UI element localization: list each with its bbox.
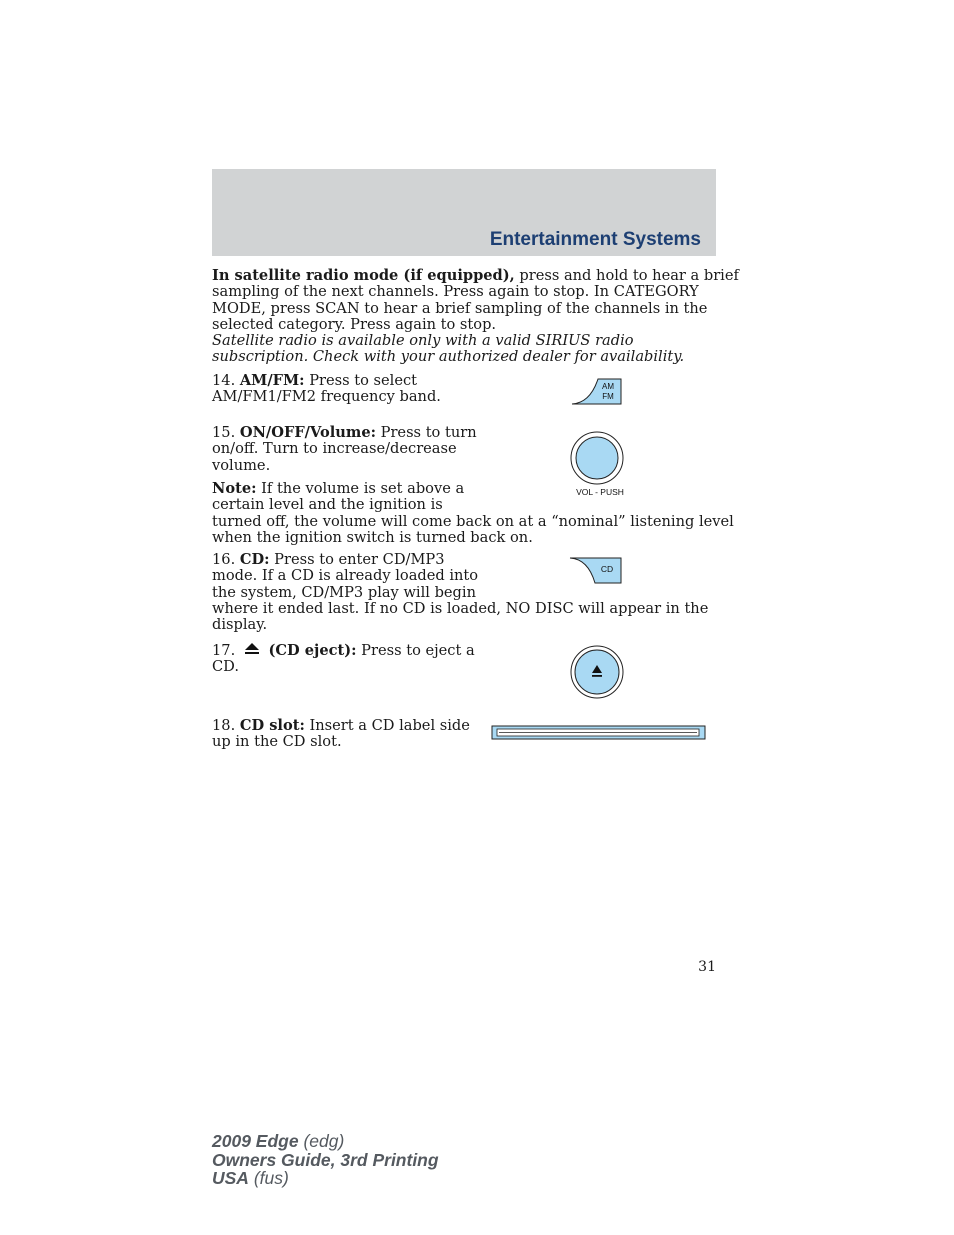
eject-button-figure xyxy=(569,645,625,701)
item-cd xyxy=(212,552,708,633)
am-fm-button-figure xyxy=(570,377,624,407)
cd-button-figure xyxy=(568,556,626,586)
item-text: where it ended last. If no CD is loaded, NO DISC will appear in the xyxy=(212,599,709,617)
footer-market: USA xyxy=(212,1168,249,1188)
satellite-lead: In satellite radio mode (if equipped), xyxy=(212,267,515,284)
item-number: 15. xyxy=(212,424,236,441)
item-label: AM/FM: xyxy=(239,372,305,389)
header-band xyxy=(212,169,716,256)
eject-icon xyxy=(243,642,261,656)
item-text: the system, CD/MP3 play will begin xyxy=(212,583,476,601)
satellite-note1: Satellite radio is available only with a valid SIRIUS radio xyxy=(212,332,634,350)
footer-guide: Owners Guide, 3rd Printing xyxy=(212,1149,439,1170)
item-cd-eject xyxy=(212,642,475,676)
item-number: 14. xyxy=(212,372,236,389)
item-label: ON/OFF/Volume: xyxy=(239,424,376,441)
footer-market-code: (fus) xyxy=(248,1168,289,1188)
note-text: certain level and the ignition is xyxy=(212,496,443,514)
volume-note xyxy=(212,481,734,546)
footer xyxy=(212,1132,439,1188)
vol-push-label: VOL - PUSH xyxy=(576,487,624,497)
satellite-note2: subscription. Check with your authorized dealer for availability. xyxy=(212,348,685,366)
item-text: mode. If a CD is already loaded into xyxy=(212,567,479,585)
item-number: 16. xyxy=(212,551,236,568)
fm-label: FM xyxy=(602,392,614,401)
item-text: volume. xyxy=(212,456,271,474)
item-label: (CD eject): xyxy=(268,642,357,659)
item-number: 17. xyxy=(212,642,236,659)
cd-slot-figure xyxy=(491,725,707,741)
satellite-line4: selected category. Press again to stop. xyxy=(212,315,497,333)
item-text: display. xyxy=(212,616,268,634)
item-text: AM/FM1/FM2 frequency band. xyxy=(212,388,441,406)
item-text: Press to select xyxy=(304,372,418,389)
satellite-line2: sampling of the next channels. Press again to stop. In CATEGORY xyxy=(212,283,699,301)
item-number: 18. xyxy=(212,717,236,734)
section-title: Entertainment Systems xyxy=(489,229,701,250)
item-text: on/off. Turn to increase/decrease xyxy=(212,440,457,458)
item-text: CD. xyxy=(212,658,239,676)
item-text: up in the CD slot. xyxy=(212,733,342,751)
cd-label: CD xyxy=(600,564,614,574)
item-text: Press to eject a xyxy=(356,642,475,659)
item-label: CD: xyxy=(239,551,270,568)
item-text: Insert a CD label side xyxy=(304,717,470,734)
note-text: If the volume is set above a xyxy=(256,480,465,497)
page-number: 31 xyxy=(698,959,716,975)
am-label: AM xyxy=(602,382,614,391)
satellite-line3: MODE, press SCAN to hear a brief sampling of the channels in the xyxy=(212,299,708,317)
item-text: Press to enter CD/MP3 xyxy=(269,551,445,568)
note-label: Note: xyxy=(212,480,257,497)
footer-model-code: (edg) xyxy=(298,1131,345,1151)
satellite-paragraph xyxy=(212,268,739,366)
item-text: Press to turn xyxy=(376,424,477,441)
footer-model: 2009 Edge xyxy=(212,1131,299,1151)
item-cd-slot xyxy=(212,718,470,751)
item-am-fm xyxy=(212,373,441,406)
item-on-off-volume xyxy=(212,425,477,474)
note-text: turned off, the volume will come back on at a “nominal” listening level xyxy=(212,512,734,530)
item-label: CD slot: xyxy=(239,717,305,734)
note-text: when the ignition switch is turned back on. xyxy=(212,528,533,546)
satellite-line1: press and hold to hear a brief xyxy=(514,267,739,284)
